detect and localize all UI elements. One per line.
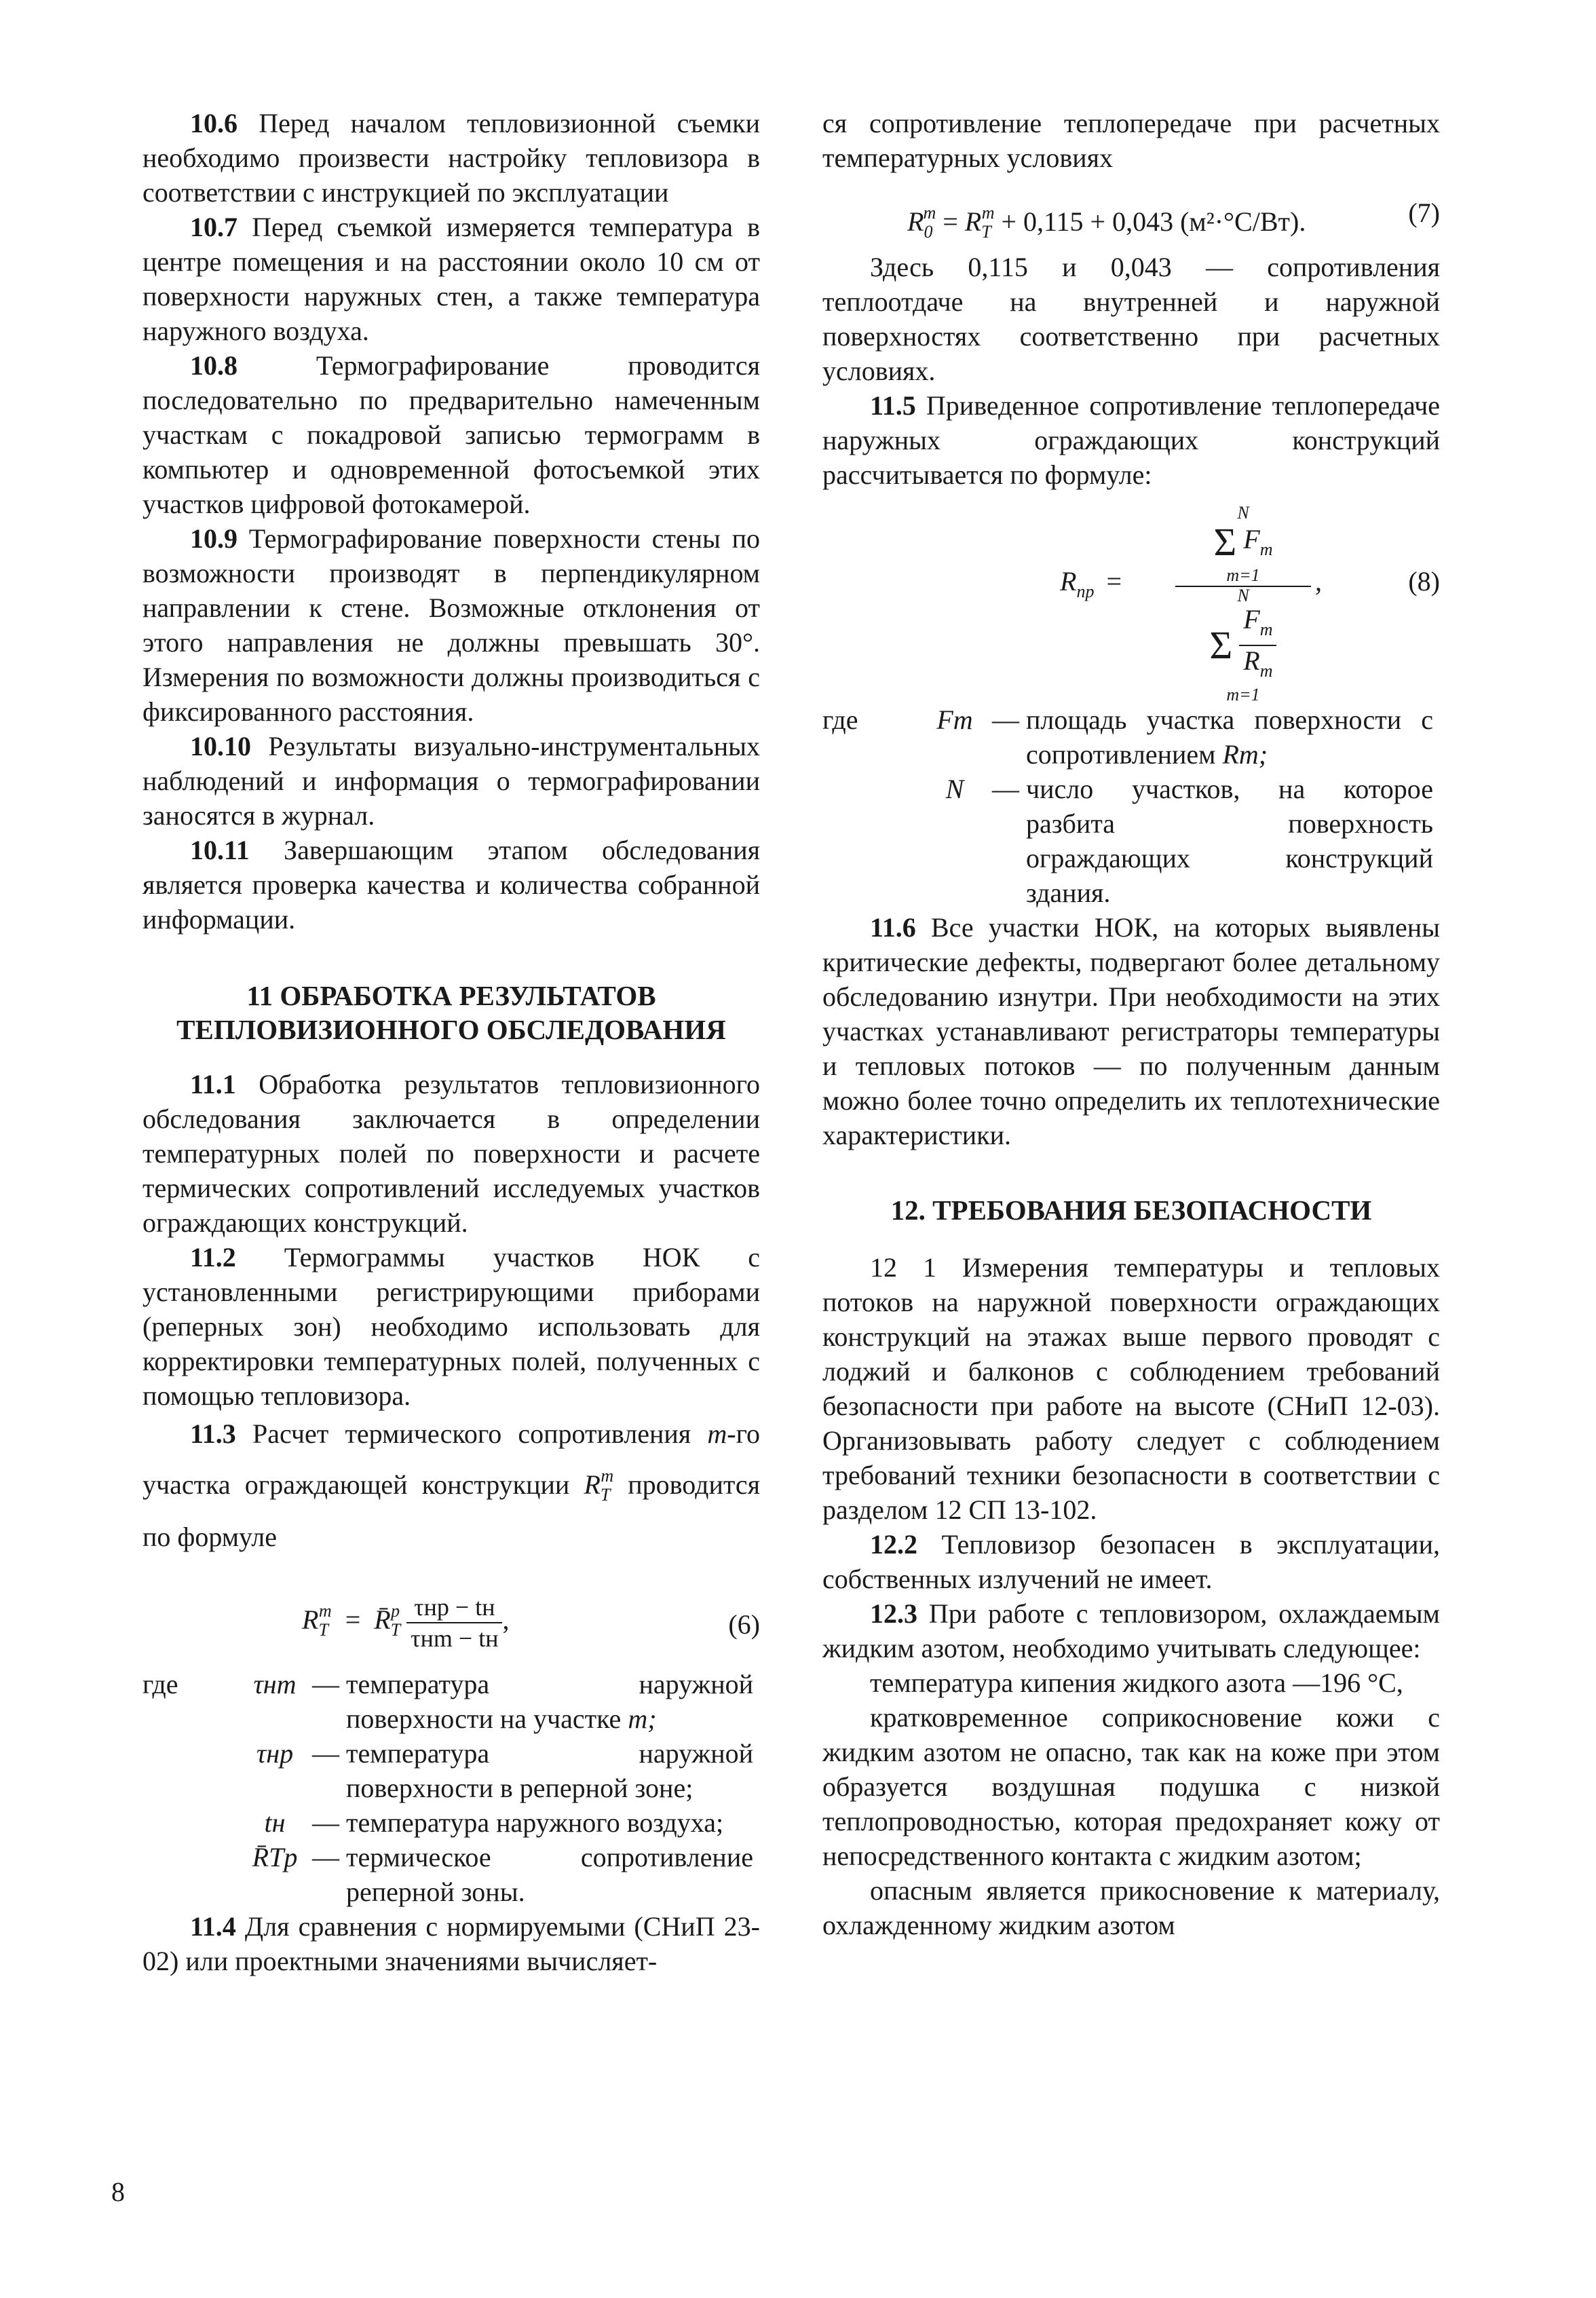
sum-lower: m=1 — [1226, 565, 1260, 585]
paragraph-11-4 — [142, 1909, 760, 1978]
definition-symbol: τнр — [256, 1738, 294, 1769]
clause-number: 11.3 — [190, 1418, 236, 1449]
symbol-rtm: R — [584, 1469, 601, 1500]
section-11-title-line-1: 11 ОБРАБОТКА РЕЗУЛЬТАТОВ — [246, 980, 656, 1011]
paragraph-text: Все участки НОК, на которых выявлены критические дефекты, подвергают более детальному обследованию изнутри. При необходимости на этих участках устанавливают регистраторы температуры и тепловых потоков — по полученным данным можно более точно определить их теплотехнические характеристики. — [822, 912, 1440, 1150]
definition-symbol: Fm — [936, 704, 973, 735]
section-11-heading — [142, 979, 760, 1047]
definition-dash: — — [992, 774, 1019, 804]
definition-text: число участков, на которое разбита поверхность ограждающих конструкций здания. — [1026, 774, 1433, 908]
right-column — [822, 106, 1440, 1942]
sum-block — [1209, 623, 1233, 667]
formula-rt: R — [964, 206, 982, 237]
definition-symbol: tн — [264, 1807, 286, 1838]
inner-term-sub: m — [1259, 620, 1273, 639]
definition-row — [142, 1736, 760, 1805]
definitions-6 — [142, 1667, 760, 1909]
paragraph-text: Для сравнения с нормируемыми (СНиП 23-02) или проектными значениями вычисляет- — [142, 1911, 760, 1976]
definition-dash: — — [312, 1669, 339, 1699]
formula-8-fraction — [1175, 504, 1311, 704]
inner-term: F — [1243, 604, 1260, 635]
left-column — [142, 106, 760, 1978]
definition-dash: — — [312, 1807, 339, 1838]
sum-upper: N — [1237, 503, 1249, 523]
clause-number: 11.6 — [870, 912, 916, 943]
section-11-title-line-2: ТЕПЛОВИЗИОННОГО ОБСЛЕДОВАНИЯ — [176, 1014, 726, 1045]
definition-text: температура наружной поверхности в реперной зоне; — [346, 1738, 753, 1803]
paragraph-12-1: 12 1 Измерения температуры и тепловых потоков на наружной поверхности ограждающих конструкций на этажах выше первого проводят с лоджий и балконов с соблюдением требований безопасности при работе на высоте (СНиП 12-03). Организовывать работу следует с соблюдением требований техники безопасности в соответствии с разделом 12 СП 13-102. — [822, 1252, 1440, 1525]
definition-text — [1026, 702, 1440, 772]
sum-upper: N — [1237, 586, 1249, 605]
definition-dash: — — [992, 704, 1019, 735]
sum-term-sub: m — [1259, 540, 1273, 559]
where-label: где — [142, 1669, 178, 1699]
paragraph-11-2 — [142, 1240, 760, 1413]
formula-8-label: (8) — [1408, 566, 1440, 597]
list-item: опасным является прикосновение к материалу, охлажденному жидким азотом — [822, 1875, 1440, 1940]
definition-row — [142, 1805, 760, 1840]
formula-lhs: R — [907, 206, 924, 237]
paragraph-10-7 — [142, 210, 760, 348]
formula-lhs-sub: пр — [1076, 582, 1095, 601]
definition-tail: m; — [628, 1703, 657, 1734]
list-item: температура кипения жидкого азота —196 °С, — [870, 1668, 1403, 1698]
clause-number: 10.10 — [190, 731, 251, 761]
formula-lhs-sub: T — [318, 1620, 328, 1640]
clause-number: 10.6 — [190, 108, 238, 138]
formula-rbar-sup: p — [391, 1601, 400, 1621]
formula-equals: = — [345, 1604, 361, 1636]
formula-comma: , — [1315, 566, 1322, 597]
clause-number: 11.4 — [190, 1911, 236, 1942]
paragraph-10-10 — [142, 729, 760, 833]
formula-8-denominator — [1175, 587, 1311, 704]
inner-numerator — [1239, 605, 1276, 646]
paragraph-10-8 — [142, 348, 760, 521]
clause-number: 10.7 — [190, 212, 238, 242]
sigma-icon: Σ — [1209, 623, 1233, 667]
paragraph-11-5 — [822, 388, 1440, 492]
paragraph-11-4-continued: ся сопротивление теплопередаче при расчетных температурных условиях — [822, 108, 1440, 173]
formula-fraction — [406, 1592, 502, 1653]
clause-number: 12.2 — [870, 1529, 917, 1560]
formula-rt-sup: m — [981, 203, 995, 223]
clause-number: 11.1 — [190, 1069, 236, 1099]
definition-row — [142, 1667, 760, 1736]
paragraph-12-3 — [822, 1596, 1440, 1665]
definitions-8 — [822, 702, 1440, 910]
clause-number: 11.5 — [870, 390, 916, 421]
formula-rbar-sub: T — [390, 1620, 401, 1640]
formula-equals: = — [936, 206, 965, 237]
formula-numerator: τнр − tн — [406, 1592, 502, 1623]
where-label: где — [822, 704, 858, 735]
definition-row — [142, 1840, 760, 1909]
formula-6 — [142, 1572, 760, 1667]
definition-dash: — — [312, 1842, 339, 1872]
paragraph-text: При работе с тепловизором, охлаждаемым жидким азотом, необходимо учитывать следующее: — [822, 1598, 1440, 1663]
paragraph-11-3 — [142, 1413, 760, 1558]
paragraph-text: Перед началом тепловизионной съемки необходимо произвести настройку тепловизора в соответствии с инструкцией по эксплуатации — [142, 108, 760, 208]
inner-den: R — [1243, 645, 1260, 676]
definition-row — [822, 772, 1440, 910]
formula-8-numerator — [1175, 504, 1311, 587]
definition-text: температура наружного воздуха; — [346, 1807, 724, 1838]
paragraph-text: Термограммы участков НОК с установленными регистрирующими приборами (реперных зон) необходимо использовать для корректировки температурных полей, полученных с помощью тепловизора. — [142, 1242, 760, 1411]
clause-number: 10.8 — [190, 350, 238, 381]
definition-text: термическое сопротивление реперной зоны. — [346, 1842, 753, 1907]
paragraph-10-6 — [142, 106, 760, 210]
paragraph-text: -го участка ограждающей конструкции — [142, 1418, 760, 1500]
definition-symbol: τнm — [253, 1669, 297, 1699]
clause-number: 10.9 — [190, 523, 238, 554]
paragraph-text: Тепловизор безопасен в эксплуатации, собственных излучений не имеет. — [822, 1529, 1440, 1594]
list-item: кратковременное соприкосновение кожи с жидким азотом не опасно, так как на коже при этом образуется воздушная подушка с низкой теплопроводностью, которая предохраняет кожу от непосредственного контакта с жидким азотом; — [822, 1702, 1440, 1871]
definition-body: температура наружной поверхности на участке — [346, 1669, 753, 1734]
formula-equals: = — [1106, 566, 1122, 597]
formula-lhs-sup: m — [318, 1601, 332, 1621]
sum-term: F — [1243, 524, 1260, 554]
paragraph-text: Приведенное сопротивление теплопередаче наружных ограждающих конструкций рассчитывается по формуле: — [822, 390, 1440, 490]
paragraph-11-1 — [142, 1067, 760, 1240]
section-12-heading: 12. ТРЕБОВАНИЯ БЕЗОПАСНОСТИ — [890, 1194, 1372, 1226]
paragraph-text: Расчет термического сопротивления — [235, 1418, 708, 1449]
paragraph-10-11 — [142, 833, 760, 937]
definition-tail: Rm; — [1222, 739, 1268, 770]
clause-number: 10.11 — [190, 835, 250, 865]
inner-fraction — [1239, 605, 1276, 686]
sum-block — [1213, 519, 1237, 564]
formula-lhs-sup: m — [923, 203, 936, 223]
definition-dash: — — [312, 1738, 339, 1769]
sum-lower: m=1 — [1226, 685, 1260, 704]
clause-number: 12.3 — [870, 1598, 917, 1629]
formula-lhs: R — [1060, 566, 1077, 597]
paragraph-text: Перед съемкой измеряется температура в центре помещения и на расстоянии около 10 см от поверхности наружных стен, а также температура наружного воздуха. — [142, 212, 760, 346]
paragraph-text: проводится по формуле — [142, 1469, 761, 1552]
formula-comma: , — [502, 1604, 510, 1636]
clause-number: 11.2 — [190, 1242, 236, 1273]
formula-6-label: (6) — [728, 1609, 760, 1640]
definition-row — [822, 702, 1440, 772]
formula-lhs: R — [302, 1604, 319, 1636]
formula-rbar: R̄ — [374, 1604, 391, 1636]
paragraph-11-6 — [822, 910, 1440, 1152]
definition-symbol: R̄Tp — [252, 1842, 298, 1872]
paragraph-text: Результаты визуально-инструментальных наблюдений и информация о термографировании заносятся в журнал. — [142, 731, 760, 831]
sigma-icon: Σ — [1213, 519, 1237, 564]
symbol-sup: m — [601, 1466, 614, 1486]
inner-den-sub: m — [1259, 661, 1273, 681]
paragraph-text: Завершающим этапом обследования является проверка качества и количества собранной информации. — [142, 835, 760, 935]
formula-lhs-sub: 0 — [924, 222, 933, 242]
paragraph-text: Термографирование проводится последовательно по предварительно намеченным участкам с покадровой записью термограмм в компьютер и одновременной фотосъемкой этих участков цифровой фотокамерой. — [142, 350, 760, 519]
paragraph-text: Термографирование поверхности стены по возможности производят в перпендикулярном направлении к стене. Возможные отклонения от этого направления не должны превышать 30°. Измерения по возможности должны производиться с фиксированного расстояния. — [142, 523, 760, 727]
definition-body: площадь участка поверхности с сопротивлением — [1026, 704, 1433, 770]
paragraph-here: Здесь 0,115 и 0,043 — сопротивления теплоотдаче на внутренней и наружной поверхностях соответственно при расчетных условиях. — [822, 252, 1440, 386]
paragraph-10-9 — [142, 521, 760, 729]
formula-rt-sub: T — [981, 222, 991, 242]
formula-tail: + 0,115 + 0,043 (м²·°С/Вт). — [994, 206, 1306, 237]
paragraph-text: Обработка результатов тепловизионного обследования заключается в определении температурных полей по поверхности и расчете термических сопротивлений исследуемых участков ограждающих конструкций. — [142, 1069, 760, 1238]
formula-denominator: τнm − tн — [411, 1625, 499, 1652]
formula-7-label: (7) — [1408, 197, 1440, 228]
definition-symbol: N — [945, 774, 964, 804]
paragraph-12-2 — [822, 1527, 1440, 1596]
inner-denominator — [1239, 646, 1276, 686]
definition-text — [346, 1667, 760, 1736]
variable-m: m — [707, 1418, 727, 1449]
formula-7 — [822, 175, 1440, 250]
formula-8 — [822, 492, 1440, 702]
symbol-sub: T — [600, 1485, 611, 1505]
page-number: 8 — [111, 2177, 125, 2207]
